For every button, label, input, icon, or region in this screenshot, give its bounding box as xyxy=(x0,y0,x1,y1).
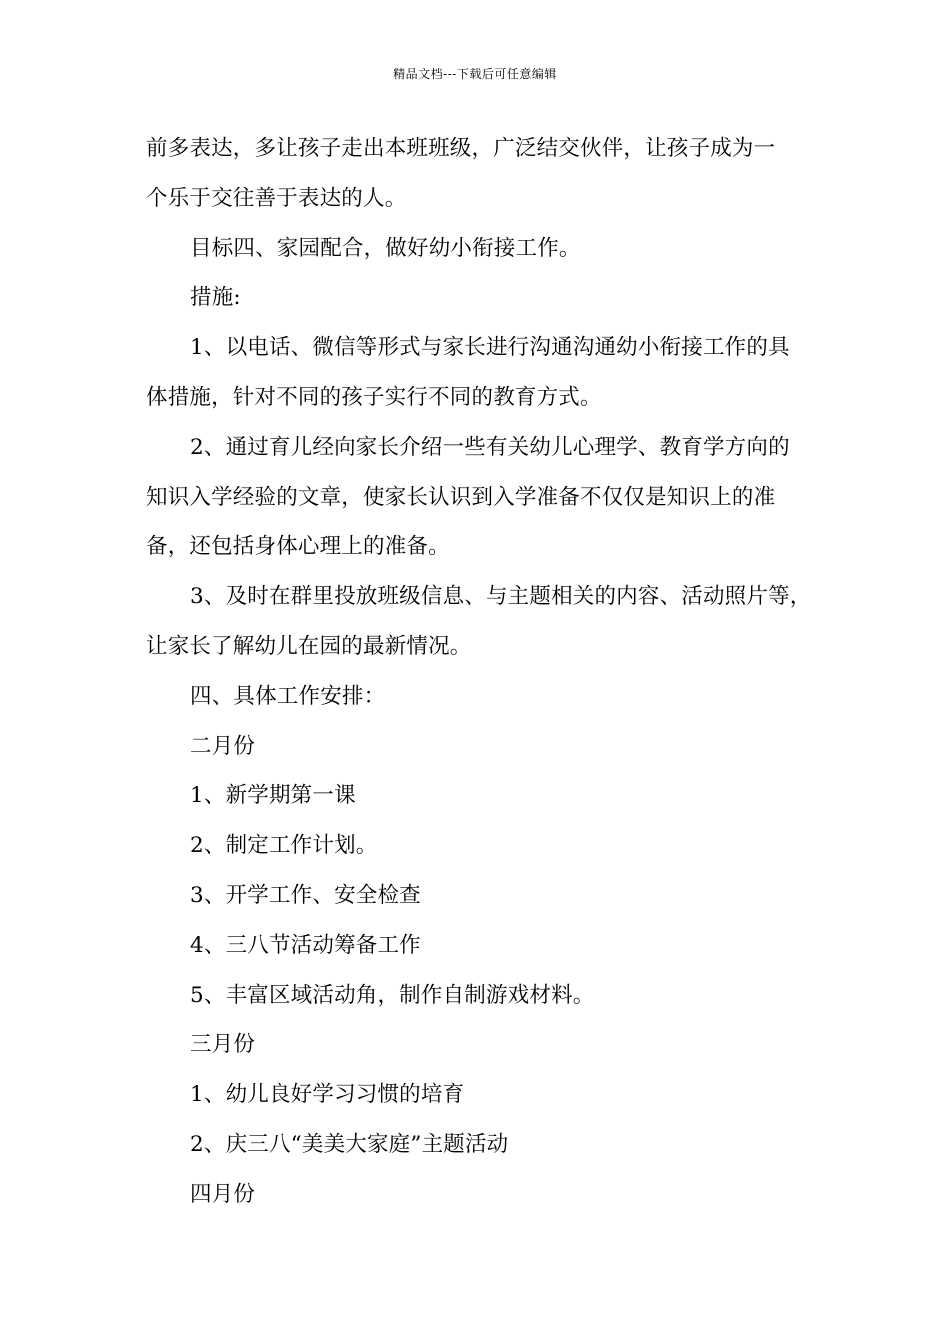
list-item: 1、幼儿良好学习习惯的培育 xyxy=(190,1082,465,1108)
paragraph-line: 知识入学经验的文章，使家长认识到入学准备不仅仅是知识上的准 xyxy=(146,484,776,510)
list-item: 2、制定工作计划。 xyxy=(190,833,378,859)
document-body xyxy=(146,132,821,1228)
list-item: 4、三八节活动筹备工作 xyxy=(190,932,421,958)
list-item: 1、新学期第一课 xyxy=(190,783,356,809)
measure-item-3: 3、及时在群里投放班级信息、与主题相关的内容、活动照片等， xyxy=(190,584,812,610)
month-heading-march: 三月份 xyxy=(190,1032,256,1058)
measure-item-1: 1、以电话、微信等形式与家长进行沟通沟通幼小衔接工作的具 xyxy=(190,335,790,361)
list-item: 2、庆三八“美美大家庭”主题活动 xyxy=(190,1131,509,1157)
paragraph-line: 体措施，针对不同的孩子实行不同的教育方式。 xyxy=(146,384,602,410)
paragraph-line: 让家长了解幼儿在园的最新情况。 xyxy=(146,633,472,659)
measure-item-2: 2、通过育儿经向家长介绍一些有关幼儿心理学、教育学方向的 xyxy=(190,434,790,460)
list-item: 3、开学工作、安全检查 xyxy=(190,882,421,908)
measures-label: 措施: xyxy=(190,285,241,311)
paragraph-line: 前多表达，多让孩子走出本班班级，广泛结交伙伴，让孩子成为一 xyxy=(146,136,776,161)
section-heading-goal-four: 目标四、家园配合，做好幼小衔接工作。 xyxy=(190,235,581,261)
month-heading-february: 二月份 xyxy=(190,733,256,759)
paragraph-line: 个乐于交往善于表达的人。 xyxy=(146,185,407,211)
paragraph-line: 备，还包括身体心理上的准备。 xyxy=(146,534,450,560)
page-header: 精品文档---下载后可任意编辑 xyxy=(393,67,557,81)
section-heading-work-arrangement: 四、具体工作安排： xyxy=(190,683,386,709)
list-item: 5、丰富区域活动角，制作自制游戏材料。 xyxy=(190,982,595,1008)
month-heading-april: 四月份 xyxy=(190,1181,256,1207)
